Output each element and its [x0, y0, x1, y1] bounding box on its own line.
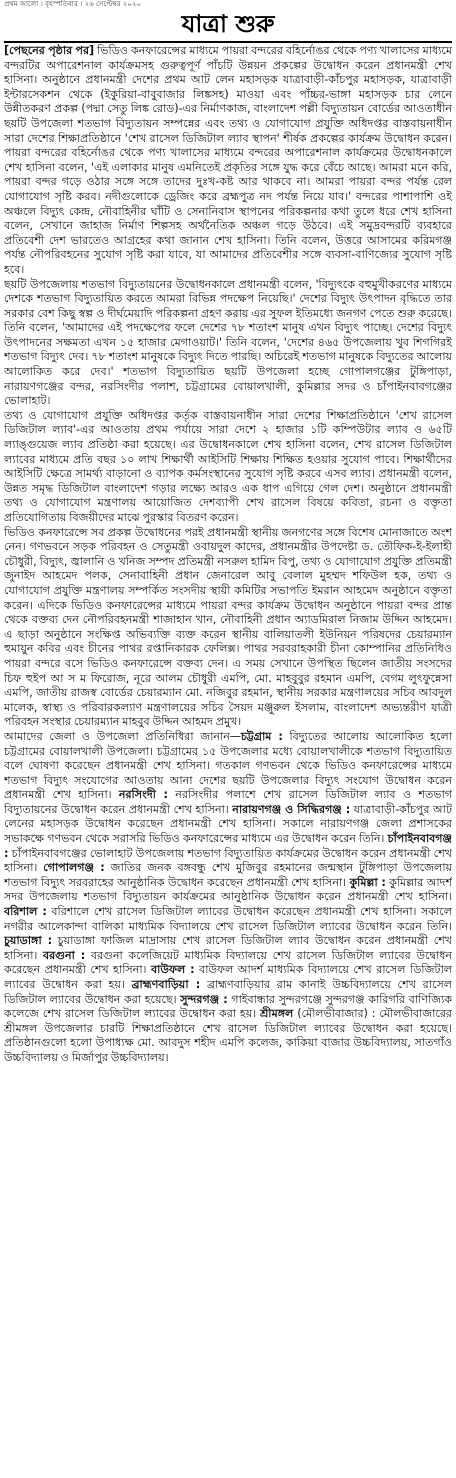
district-name: বাউফল : — [150, 963, 195, 977]
headline-rule — [4, 41, 452, 43]
district-reports — [4, 730, 452, 1064]
district-name: বরগুনা : — [42, 948, 86, 962]
district-report-text: বরিশালে শেখ রাসেল ডিজিটাল ল্যাবের উদ্বোধন করেছেন প্রধানমন্ত্রী শেখ হাসিনা। সকালে নগরীর আলেকান্দা বালিকা মাধ্যমিক বিদ্যালয়ে শেখ রাসেল ডিজিটাল ল্যাবের উদ্বোধন করেন তিনি। — [4, 905, 452, 933]
district-name: কুমিল্লা : — [349, 875, 386, 889]
district-name: চট্টগ্রাম : — [240, 729, 283, 743]
district-name: ব্রাহ্মণবাড়িয়া : — [131, 978, 201, 991]
paragraph-1-text: ভিডিও কনফারেন্সের মাধ্যমে পায়রা বন্দরের বহির্নোঙর থেকে পণ্য খালাসের মাধ্যমে বন্দরটির অপারেশনাল কার্যক্রমসহ গুরুত্বপূর্ণ পাঁচটি উন্নয়ন প্রকল্পের উদ্বোধন করেন প্রধানমন্ত্রী শেখ হাসিনা। অনুষ্ঠানে প্রধানমন্ত্রী দেশের প্রথম আট লেন মহাসড়ক যাত্রাবাড়ী-কাঁচপুর মহাসড়ক, যাত্রাবাড়ী ইন্টারসেকশন থেকে (ইকুরিয়া-বাবুবাজার লিঙ্কসহ) মাওয়া এবং পাঁচ্চর-ভাঙ্গা মহাসড়ক চার লেনে উন্নীতকরণ প্রকল্প (পদ্মা সেতু লিঙ্ক রোড)-এর নির্মাণকাজ, বাংলাদেশ পল্লী বিদ্যুতায়ন বোর্ডের আওতাধীন ছয়টি উপজেলা শতভাগ বিদ্যুতায়ন সম্পন্নের এবং তথ্য ও যোগাযোগ প্রযুক্তি অধিদপ্তর বাস্তবায়নাধীন সারা দেশের শিক্ষাপ্রতিষ্ঠানে 'শেখ রাসেল ডিজিটাল ল্যাব স্থাপন' শীর্ষক প্রকল্পের কার্যক্রম উদ্বোধন করেন। পায়রা বন্দরের বহির্নোঙর থেকে পণ্য খালাসের মাধ্যমে বন্দরের অপারেশনাল কার্যক্রমের উদ্বোধনকালে শেখ হাসিনা বলেন, 'এই এলাকার মানুষ এমনিতেই প্রকৃতির সঙ্গে যুদ্ধ করে বেঁচে আছে। আমরা মনে করি, পায়রা বন্দর গড়ে ওঠার সঙ্গে সঙ্গে তাদের দুঃখ-কষ্ট আর থাকবে না। আমরা পায়রা বন্দর পর্যন্ত রেল যোগাযোগ সৃষ্টি করব। নদীগুলোকে ড্রেজিং করে ব্রহ্মপুত্র নদ পর্যন্ত নিয়ে যাব।' বন্দরের পাশাপাশি ওই অঞ্চলে বিদ্যুৎ কেন্দ্র, নৌবাহিনীর ঘাঁটি ও সেনানিবাস স্থাপনের পরিকল্পনার কথা তুলে ধরে শেখ হাসিনা বলেন, সেখানে জাহাজ নির্মাণ শিল্পসহ অর্থনৈতিক অঞ্চল গড়ে উঠবে। এই সমুদ্রবন্দরটি ব্যবহারে প্রতিবেশী দেশ ভারতেও আগ্রহের কথা জানান শেখ হাসিনা। তিনি বলেন, উত্তরে আসামের করিমগঞ্জ পর্যন্ত নৌপরিবহনের সুযোগ সৃষ্টি করা যাবে, যা আমাদের প্রতিবেশীর সঙ্গে ব্যবসা-বাণিজ্যের সুযোগ সৃষ্টি হবে। — [4, 44, 452, 276]
district-report-text: চাঁপাইনবাবগঞ্জের ভোলাহাট উপজেলায় শতভাগ বিদ্যুতায়িত কার্যক্রমের উদ্বোধন করেন প্রধানমন্ত্রী শেখ হাসিনা। — [4, 846, 452, 875]
district-report-text: গাইবান্ধার সুন্দরগঞ্জে সুন্দরগঞ্জ কারিগরি বাণিজ্যিক কলেজে শেখ রাসেল ডিজিটাল ল্যাবের উদ্বোধন করা হয়। — [4, 992, 452, 1021]
district-name: সুন্দরগঞ্জ : — [180, 992, 228, 1006]
district-name: বরিশাল : — [4, 905, 47, 919]
continuation-tag: [পেছনের পৃষ্ঠার পর] — [4, 44, 95, 57]
district-report-text: বাউফল আদর্শ মাধ্যমিক বিদ্যালয়ে শেখ রাসেল ডিজিটাল ল্যাবের উদ্বোধন করা হয়। — [4, 963, 452, 991]
headline: যাত্রা শুরু — [181, 9, 275, 38]
paragraph-5-intro: আমাদের জেলা ও উপজেলা প্রতিনিধিরা জানান— — [4, 729, 241, 743]
article-body — [4, 44, 452, 1478]
district-report-text: চুয়াডাঙ্গা ফাজিল মাদ্রাসায় শেখ রাসেল ডিজিটাল ল্যাব উদ্বোধন করেন প্রধানমন্ত্রী শেখ হাসিনা। — [4, 934, 452, 962]
paragraph-3: তথ্য ও যোগাযোগ প্রযুক্তি অধিদপ্তর কর্তৃক বাস্তবায়নাধীন সারা দেশের শিক্ষাপ্রতিষ্ঠানে 'শেখ রাসেল ডিজিটাল ল্যাব'-এর আওতায় প্রথম পর্যায়ে সারা দেশে ২ হাজার ১টি কম্পিউটার ল্যাব ও ৬৫টি ল্যাঙ্গুয়েজ ল্যাব প্রতিষ্ঠা করা হয়েছে। এর উদ্বোধনকালে শেখ হাসিনা বলেন, শেখ রাসেল ডিজিটাল ল্যাবের মাধ্যমে প্রতি বছর ১০ লাখ শিক্ষার্থী আইসিটি শিক্ষায় শিক্ষিত হওয়ার সুযোগ পাবে। শিক্ষার্থীদের আইসিটি ক্ষেত্রে সামর্থ্য বাড়ানো ও ব্যাপক কর্মসংস্থানের সুযোগ সৃষ্টি করবে এসব ল্যাব। প্রধানমন্ত্রী বলেন, উন্নত সমৃদ্ধ ডিজিটাল বাংলাদেশ গড়ার লক্ষ্যে আরও এক ধাপ এগিয়ে গেল দেশ। অনুষ্ঠানে প্রধানমন্ত্রী তথ্য ও যোগাযোগ মন্ত্রণালয় আয়োজিত দেশব্যাপী শেখ রাসেল বিষয়ে কবিতা, রচনা ও বক্তৃতা প্রতিযোগিতায় বিজয়ীদের মাঝে পুরস্কার বিতরণ করেন। — [4, 408, 452, 524]
district-name: শ্রীমঙ্গল — [260, 1007, 294, 1021]
paragraph-4: ভিডিও কনফারেন্সে সব প্রকল্প উদ্বোধনের পরই প্রধানমন্ত্রী স্থানীয় জনগণের সঙ্গে বিশেষ মোনাজাতে অংশ নেন। গণভবনে সড়ক পরিবহন ও সেতুমন্ত্রী ওবায়দুল কাদের, প্রধানমন্ত্রীর উপদেষ্টা ড. তৌফিক-ই-ইলাহী চৌধুরী, বিদ্যুৎ, জ্বালানি ও খনিজ সম্পদ প্রতিমন্ত্রী নসরুল হামিদ বিপু, তথ্য ও যোগাযোগ প্রযুক্তি প্রতিমন্ত্রী জুনাইদ আহমেদ পলক, সেনাবাহিনী প্রধান জেনারেল আবু বেলাল মুহম্মদ শফিউল হক, তথ্য ও যোগাযোগ প্রযুক্তি মন্ত্রণালয় সম্পর্কিত সংসদীয় স্থায়ী কমিটির সভাপতি ইমরান আহমেদ অনুষ্ঠানে বক্তৃতা করেন। এদিকে ভিডিও কনফারেন্সের মাধ্যমে পায়রা বন্দর কার্যক্রম উদ্বোধন অনুষ্ঠানে পায়রা বন্দর প্রান্ত থেকে বক্তব্য দেন নৌপরিবহনমন্ত্রী শাজাহান খান, নৌবাহিনী প্রধান অ্যাডমিরাল নিজাম উদ্দিন আহমেদ। এ ছাড়া অনুষ্ঠানে সংক্ষিপ্ত অভিব্যক্তি ব্যক্ত করেন স্থানীয় বালিয়াতলী ইউনিয়ন পরিষদের চেয়ারম্যান হুমায়ুন কবির এবং চীনের পাথর রপ্তানিকারক ফেলিক্স। পাথর সরবরাহকারী চীনা কোম্পানির প্রতিনিধিও পায়রা বন্দরে বসে ভিডিও কনফারেন্সে বক্তব্য দেন। এ সময় সেখানে উপস্থিত ছিলেন জাতীয় সংসদের চিফ হুইপ আ স ম ফিরোজ, নূরে আলম চৌধুরী এমপি, মো. মাহবুবুর রহমান এমপি, বেগম লুৎফুন্নেসা এমপি, জাতীয় রাজস্ব বোর্ডের চেয়ারম্যান মো. নজিবুর রহমান, স্থানীয় সরকার মন্ত্রণালয়ের সচিব আবদুল মালেক, স্বাস্থ্য ও পরিবারকল্যাণ মন্ত্রণালয়ের সচিব সৈয়দ মঞ্জুরুল ইসলাম, বাংলাদেশ অভ্যন্তরীণ যাত্রী পরিবহন সংস্থার চেয়ারম্যান মাহবুব উদ্দিন আহমদ প্রমুখ। — [4, 525, 452, 729]
paragraph-1 — [4, 44, 452, 278]
masthead-strip: প্রথম আলো । বৃহস্পতিবার । ২৬ সেপ্টেম্বর ২০২০ — [4, 0, 142, 8]
district-name: চুয়াডাঙ্গা : — [4, 934, 52, 948]
district-report-text: জাতির জনক বঙ্গবন্ধু শেখ মুজিবুর রহমানের জন্মস্থান টুঙ্গিপাড়া উপজেলায় শতভাগ বিদ্যুৎ সরবরাহের আনুষ্ঠানিক উদ্বোধন করেছেন প্রধানমন্ত্রী শেখ হাসিনা। — [4, 861, 452, 889]
district-report-text: যাত্রাবাড়ী-কাঁচপুর আট লেনের মহাসড়ক উদ্বোধন করেছেন প্রধানমন্ত্রী শেখ হাসিনা। সকালে নারায়ণগঞ্জ জেলা প্রশাসকের সভাকক্ষে গণভবন থেকে সরাসরি ভিডিও কনফারেন্সের মাধ্যমে এর উদ্বোধন করেন তিনি। — [4, 802, 452, 846]
district-name: গোপালগঞ্জ : — [43, 861, 105, 875]
district-name: নরসিংদী : — [118, 788, 168, 802]
district-name: নারায়ণগঞ্জ ও সিদ্ধিরগঞ্জ : — [232, 802, 351, 816]
paragraph-5 — [4, 730, 452, 1066]
paragraph-2: ছয়টি উপজেলায় শতভাগ বিদ্যুতায়নের উদ্বোধনকালে প্রধানমন্ত্রী বলেন, 'বিদ্যুৎকে বহুমুখীকরণের মাধ্যমে দেশকে শতভাগ বিদ্যুতায়িত করতে আমরা বিভিন্ন পদক্ষেপ নিয়েছি।' দেশের বিদ্যুৎ উৎপাদন বৃদ্ধিতে তার সরকার বেশ কিছু স্বল্প ও দীর্ঘমেয়াদি পরিকল্পনা গ্রহণ করায় এর সুফল ইতিমধ্যে জনগণ পেতে শুরু করেছে। তিনি বলেন, 'আমাদের এই পদক্ষেপের ফলে দেশের ৭৮ শতাংশ মানুষ এখন বিদ্যুৎ পাচ্ছে। দেশের বিদ্যুৎ উৎপাদনের সক্ষমতা এখন ১৫ হাজার মেগাওয়াট।' তিনি বলেন, 'দেশের ৪৬৫ উপজেলায় খুব শিগগিরই শতভাগ বিদ্যুৎ দেব। ৭৮ শতাংশ মানুষকে বিদ্যুৎ দিতে পারছি। অচিরেই শতভাগ মানুষকে বিদ্যুতের আলোয় আলোকিত করে দেব।' শতভাগ বিদ্যুতায়িত ছয়টি উপজেলা হচ্ছে গোপালগঞ্জের টুঙ্গিপাড়া, নারায়ণগঞ্জের বন্দর, নরসিংদীর পলাশ, চট্টগ্রামের বোয়ালখালী, কুমিল্লার সদর ও চাঁপাইনবাবগঞ্জের ভোলাহাট। — [4, 277, 452, 408]
district-report-text: বিদ্যুতের আলোয় আলোকিত হলো চট্টগ্রামের বোয়ালখালী উপজেলা। চট্টগ্রামের ১৫ উপজেলার মধ্যে বোয়ালখালীকে শতভাগ বিদ্যুতায়িত বলে ঘোষণা করেছেন প্রধানমন্ত্রী শেখ হাসিনা। গতকাল গণভবন থেকে ভিডিও কনফারেন্সের মাধ্যমে শতভাগ বিদ্যুৎ সংযোগের আওতায় আনা দেশের ছয়টি উপজেলার বিদ্যুৎ সংযোগ উদ্বোধন করেন প্রধানমন্ত্রী শেখ হাসিনা। — [4, 729, 452, 802]
district-name: চাঁপাইনবাবগঞ্জ : — [4, 832, 452, 860]
district-report-text: ব্রাহ্মণবাড়িয়ার রাম কানাই উচ্চবিদ্যালয়ে শেখ রাসেল ডিজিটাল ল্যাবের উদ্বোধন করা হয়েছে। — [4, 978, 452, 1006]
district-report-text: বরগুনা কলেজিয়েট মাধ্যমিক বিদ্যালয়ে শেখ রাসেল ডিজিটাল ল্যাবের উদ্বোধন করেছেন প্রধানমন্ত্রী শেখ হাসিনা। — [4, 948, 452, 977]
district-report-text: কুমিল্লার আদর্শ সদর উপজেলায় শতভাগ বিদ্যুতায়ন কার্যক্রমের আনুষ্ঠানিক উদ্বোধন করেন প্রধানমন্ত্রী শেখ হাসিনা। — [4, 875, 452, 904]
district-report-text: নরসিংদীর পলাশে শেখ রাসেল ডিজিটাল ল্যাব ও শতভাগ বিদ্যুতায়নের উদ্বোধন করেন প্রধানমন্ত্রী শেখ হাসিনা। — [4, 788, 452, 816]
district-report-text: (মৌলভীবাজার) : মৌলভীবাজারের শ্রীমঙ্গল উপজেলার চারটি শিক্ষাপ্রতিষ্ঠানে শেখ রাসেল ডিজিটাল ল্যাবের উদ্বোধন করা হয়েছে। প্রতিষ্ঠানগুলো হলো উপাধ্যক্ষ মো. আবদুস শহীদ এমপি কলেজ, কাকিয়া বাজার উচ্চবিদ্যালয়, সাতগাঁও উচ্চবিদ্যালয় ও মির্জাপুর উচ্চবিদ্যালয়। — [4, 1007, 452, 1064]
